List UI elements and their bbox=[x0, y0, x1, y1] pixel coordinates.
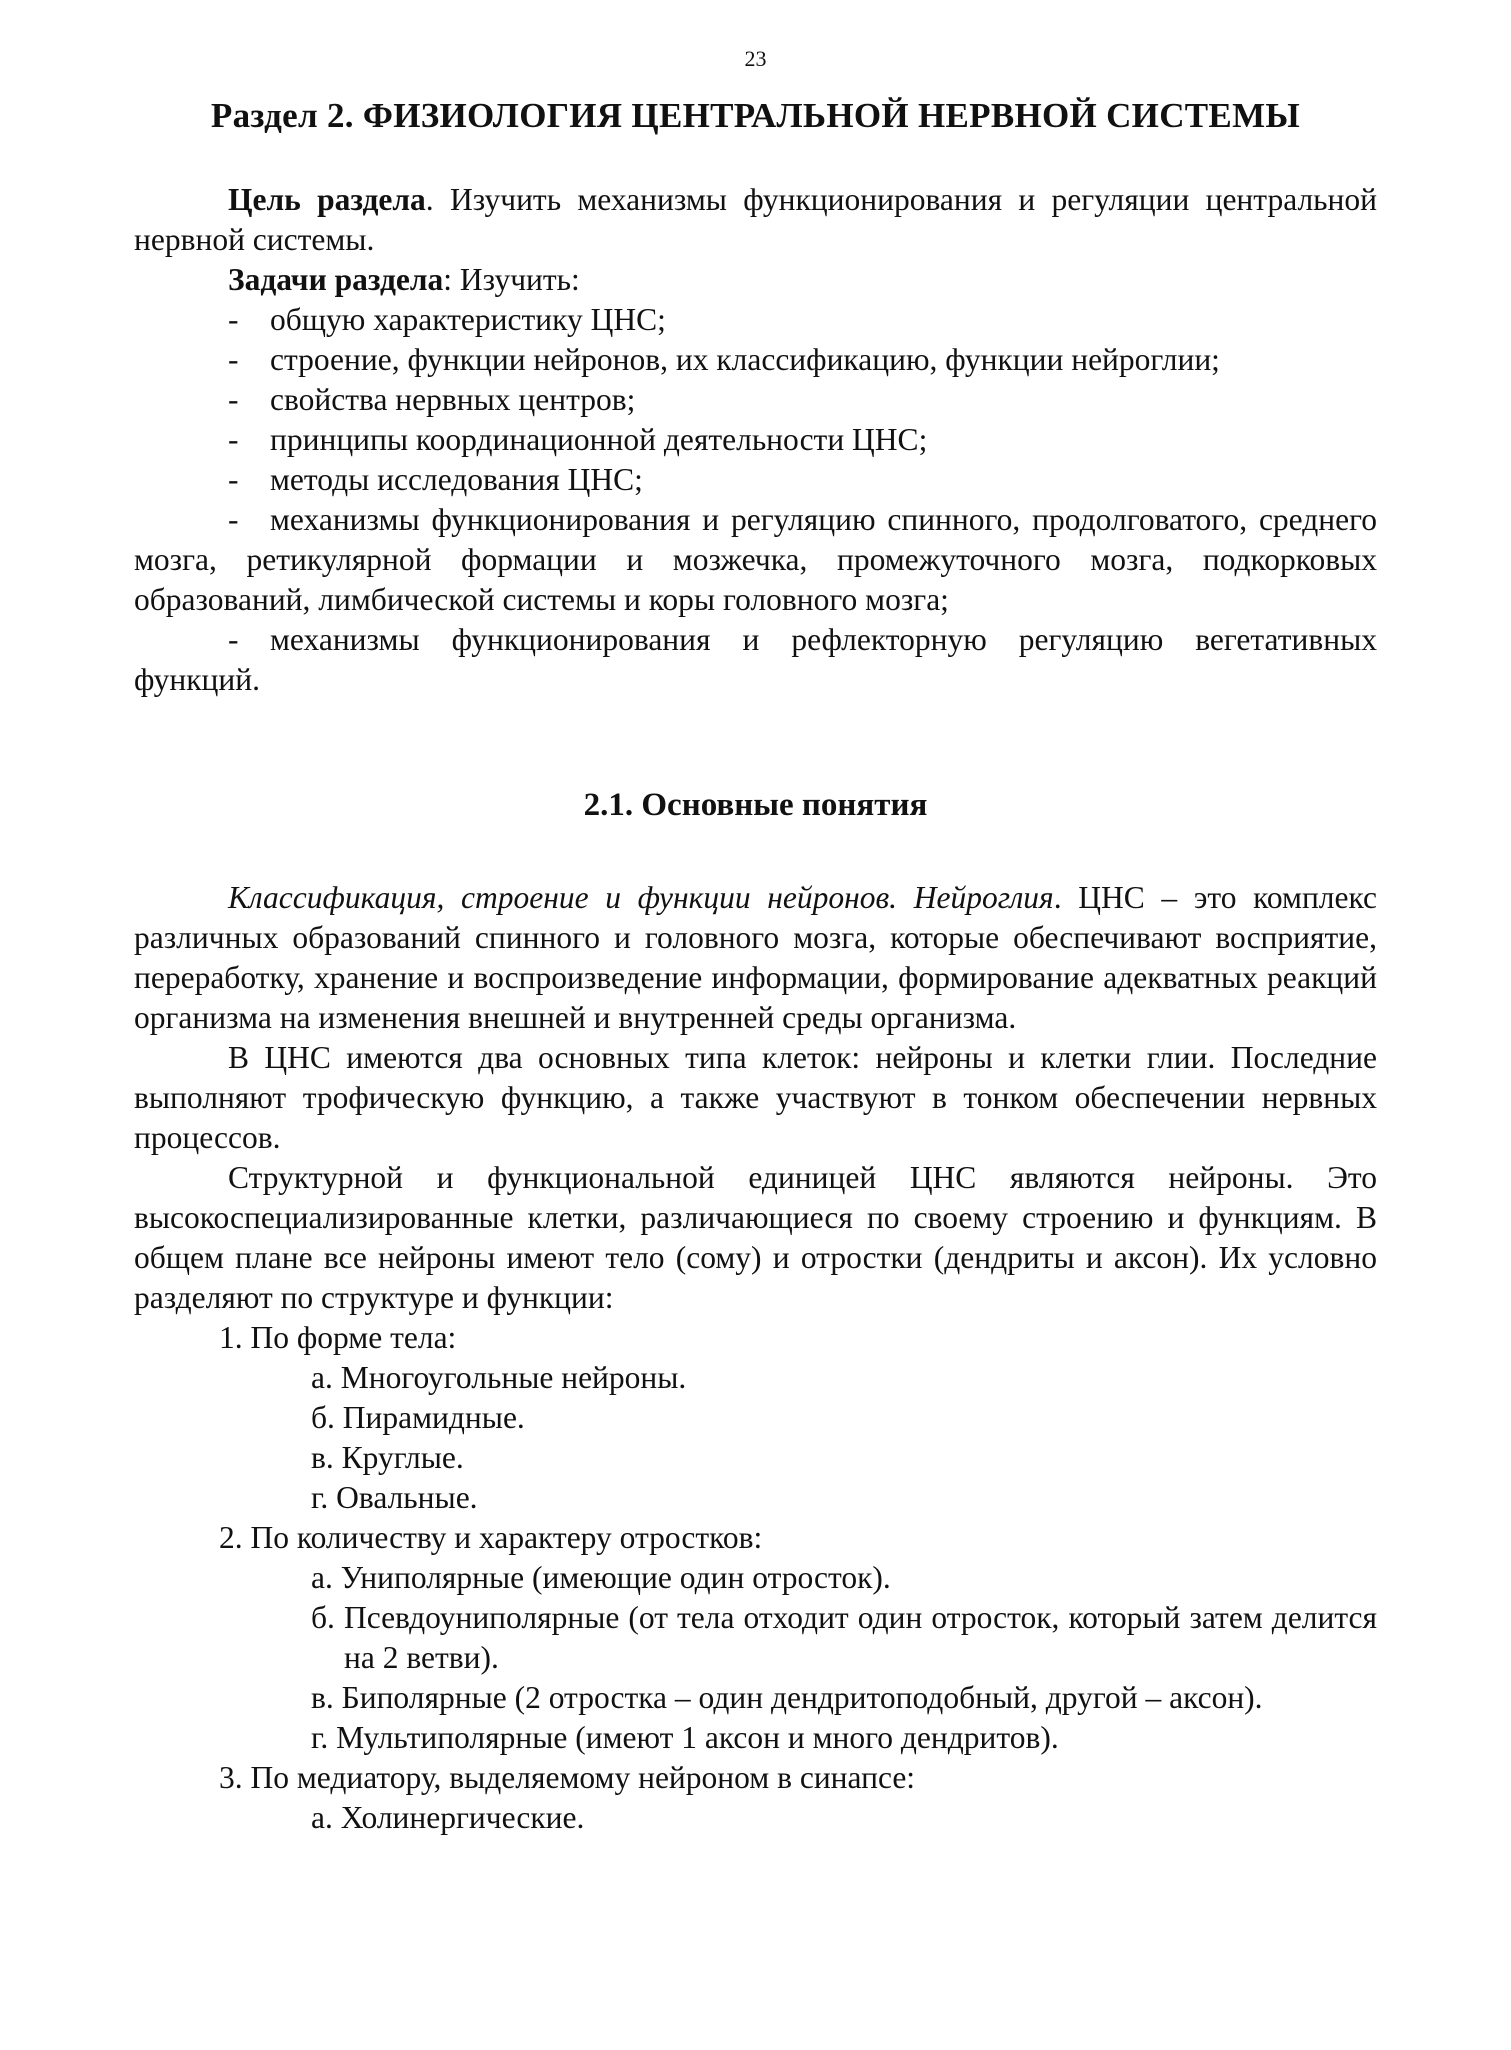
intro-paragraph bbox=[134, 878, 1377, 1038]
goal-paragraph bbox=[134, 180, 1377, 260]
classification-item: а. Многоугольные нейроны. bbox=[311, 1360, 687, 1395]
dash-bullet: - bbox=[228, 622, 239, 657]
dash-bullet: - bbox=[228, 502, 239, 537]
classification-item: а. Холинергические. bbox=[311, 1800, 585, 1835]
intro-italic: Классификация, строение и функции нейронов. Нейроглия bbox=[228, 880, 1054, 915]
task-item bbox=[134, 460, 1377, 500]
task-item bbox=[134, 300, 1377, 340]
tasks-text: : Изучить: bbox=[443, 262, 580, 297]
task-text: методы исследования ЦНС; bbox=[270, 462, 643, 497]
dash-bullet: - bbox=[228, 462, 239, 497]
classification-item: г. Овальные. bbox=[311, 1480, 478, 1515]
task-text: общую характеристику ЦНС; bbox=[270, 302, 666, 337]
goal-label: Цель раздела bbox=[228, 182, 426, 217]
task-text: строение, функции нейронов, их классификацию, функции нейроглии; bbox=[270, 342, 1220, 377]
dash-bullet: - bbox=[228, 382, 239, 417]
task-item bbox=[134, 380, 1377, 420]
classification-list bbox=[134, 1318, 1377, 1838]
classification-item: в. Круглые. bbox=[311, 1440, 464, 1475]
task-text: свойства нервных центров; bbox=[270, 382, 636, 417]
tasks-label: Задачи раздела bbox=[228, 262, 444, 297]
task-item bbox=[134, 340, 1377, 380]
body-text bbox=[134, 878, 1377, 1838]
classification-group-title: 1. По форме тела: bbox=[219, 1320, 457, 1355]
classification-item: б. Пирамидные. bbox=[311, 1400, 525, 1435]
task-item bbox=[134, 500, 1377, 620]
section-aims bbox=[134, 180, 1377, 700]
task-text: механизмы функционирования и регуляцию спинного, продолговатого, среднего мозга, ретикулярной формации и мозжечка, промежуточного мозга, подкорковых образований, лимбической системы и коры головного мозга; bbox=[134, 502, 1377, 617]
task-item bbox=[134, 620, 1377, 700]
dash-bullet: - bbox=[228, 342, 239, 377]
classification-group-title: 3. По медиатору, выделяемому нейроном в синапсе: bbox=[219, 1760, 916, 1795]
classification-item: в. Биполярные (2 отростка – один дендритоподобный, другой – аксон). bbox=[311, 1680, 1263, 1715]
body-paragraph: Структурной и функциональной единицей ЦНС являются нейроны. Это высокоспециализированные клетки, различающиеся по своему строению и функциям. В общем плане все нейроны имеют тело (сому) и отростки (дендриты и аксон). Их условно разделяют по структуре и функции: bbox=[134, 1160, 1377, 1315]
task-item bbox=[134, 420, 1377, 460]
classification-group-title: 2. По количеству и характеру отростков: bbox=[219, 1520, 763, 1555]
goal-text: . Изучить механизмы функционирования и регуляции центральной нервной системы. bbox=[134, 182, 1378, 257]
tasks-list bbox=[134, 300, 1377, 700]
classification-item: г. Мультиполярные (имеют 1 аксон и много дендритов). bbox=[311, 1720, 1059, 1755]
section-title: Раздел 2. ФИЗИОЛОГИЯ ЦЕНТРАЛЬНОЙ НЕРВНОЙ СИСТЕМЫ bbox=[210, 96, 1301, 135]
classification-item: б. Псевдоуниполярные (от тела отходит один отросток, который затем делится на 2 ветви). bbox=[311, 1600, 1377, 1675]
task-text: принципы координационной деятельности ЦНС; bbox=[270, 422, 928, 457]
task-text: механизмы функционирования и рефлекторную регуляцию вегетативных функций. bbox=[134, 622, 1377, 697]
dash-bullet: - bbox=[228, 422, 239, 457]
subsection-title: 2.1. Основные понятия bbox=[583, 787, 928, 823]
page-number: 23 bbox=[744, 46, 767, 71]
dash-bullet: - bbox=[228, 302, 239, 337]
classification-item: а. Униполярные (имеющие один отросток). bbox=[311, 1560, 891, 1595]
tasks-heading bbox=[134, 260, 1377, 300]
body-paragraph: В ЦНС имеются два основных типа клеток: нейроны и клетки глии. Последние выполняют трофическую функцию, а также участвуют в тонком обеспечении нервных процессов. bbox=[134, 1040, 1377, 1155]
intro-text: . ЦНС – это комплекс различных образований спинного и головного мозга, которые обеспечивают восприятие, переработку, хранение и воспроизведение информации, формирование адекватных реакций организма на изменения внешней и внутренней среды организма. bbox=[134, 880, 1377, 1035]
